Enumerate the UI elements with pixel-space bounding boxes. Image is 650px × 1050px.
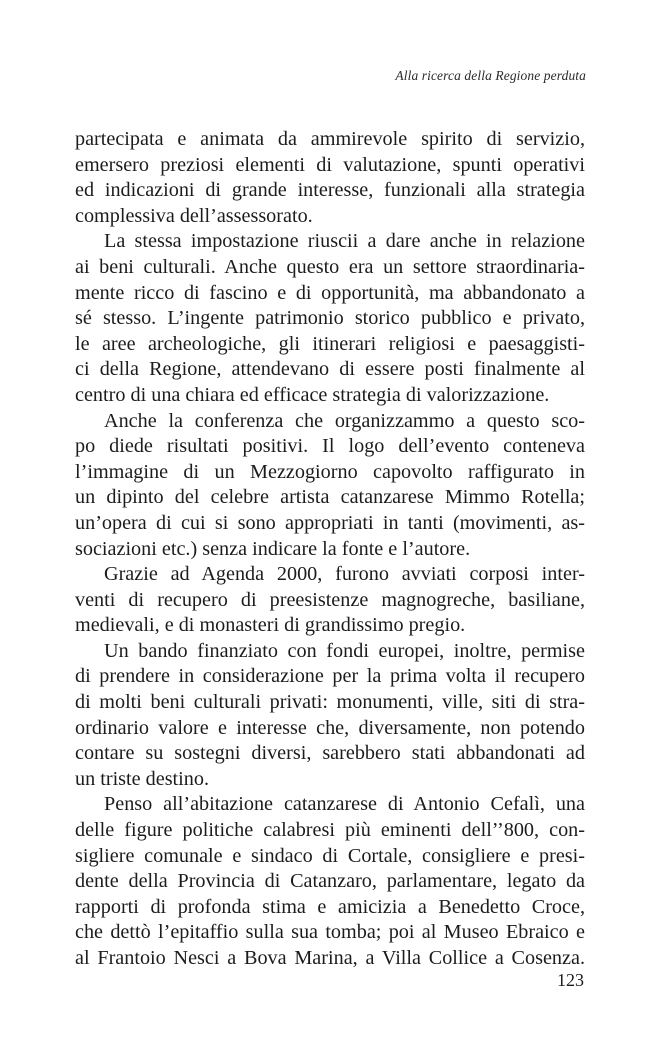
text-line: al Frantoio Nesci a Bova Marina, a Villa Collice a Cosenza. — [75, 947, 585, 969]
text-line: un triste destino. — [75, 767, 210, 790]
text-line: Anche la conferenza che organizzammo a questo sco- — [104, 409, 585, 432]
text-line: ai beni culturali. Anche questo era un settore straordinaria- — [75, 255, 585, 278]
text-line: partecipata e animata da ammirevole spirito di servizio, — [75, 128, 585, 150]
text-line: medievali, e di monasteri di grandissimo pregio. — [75, 614, 466, 637]
text-line: delle figure politiche calabresi più eminenti dell’’800, con- — [75, 819, 585, 842]
text-line: Grazie ad Agenda 2000, furono avviati corposi inter- — [104, 563, 585, 586]
body-text — [75, 127, 585, 972]
text-line: un’opera di cui si sono appropriati in tanti (movimenti, as- — [75, 511, 585, 534]
page-number: 123 — [557, 970, 584, 990]
text-line: centro di una chiara ed efficace strategia di valorizzazione. — [75, 383, 550, 406]
text-line: Penso all’abitazione catanzarese di Antonio Cefalì, una — [104, 793, 585, 816]
text-line: ordinario valore e interesse che, diversamente, non potendo — [75, 716, 585, 739]
text-line: di prendere in considerazione per la prima volta il recupero — [75, 665, 585, 688]
text-line: complessiva dell’assessorato. — [75, 204, 313, 227]
text-line: che dettò l’epitaffio sulla sua tomba; poi al Museo Ebraico e — [75, 921, 585, 944]
text-line: sé stesso. L’ingente patrimonio storico pubblico e privato, — [75, 307, 585, 330]
text-line: Un bando finanziato con fondi europei, inoltre, permise — [104, 639, 585, 662]
text-line: po diede risultati positivi. Il logo dell’evento conteneva — [75, 435, 585, 458]
text-line: le aree archeologiche, gli itinerari religiosi e paesaggisti- — [75, 332, 585, 355]
text-line: ci della Regione, attendevano di essere posti finalmente al — [75, 358, 585, 381]
text-line: l’immagine di un Mezzogiorno capovolto raffigurato in — [75, 460, 585, 483]
text-line: sigliere comunale e sindaco di Cortale, consigliere e presi- — [75, 844, 585, 867]
text-line: contare su sostegni diversi, sarebbero stati abbandonati ad — [75, 742, 585, 765]
text-line: mente ricco di fascino e di opportunità, ma abbandonato a — [75, 281, 585, 304]
text-line: venti di recupero di preesistenze magnogreche, basiliane, — [75, 588, 585, 611]
text-line: rapporti di profonda stima e amicizia a Benedetto Croce, — [75, 895, 585, 918]
text-line: emersero preziosi elementi di valutazione, spunti operativi — [75, 153, 585, 176]
text-line: La stessa impostazione riuscii a dare anche in relazione — [104, 230, 585, 253]
text-line: ed indicazioni di grande interesse, funzionali alla strategia — [75, 179, 585, 202]
running-header: Alla ricerca della Regione perduta — [395, 68, 586, 83]
text-line: di molti beni culturali privati: monumenti, ville, siti di stra- — [75, 691, 585, 714]
text-line: un dipinto del celebre artista catanzarese Mimmo Rotella; — [75, 486, 585, 509]
text-line: sociazioni etc.) senza indicare la fonte e l’autore. — [75, 537, 471, 560]
text-line: dente della Provincia di Catanzaro, parlamentare, legato da — [75, 870, 585, 893]
